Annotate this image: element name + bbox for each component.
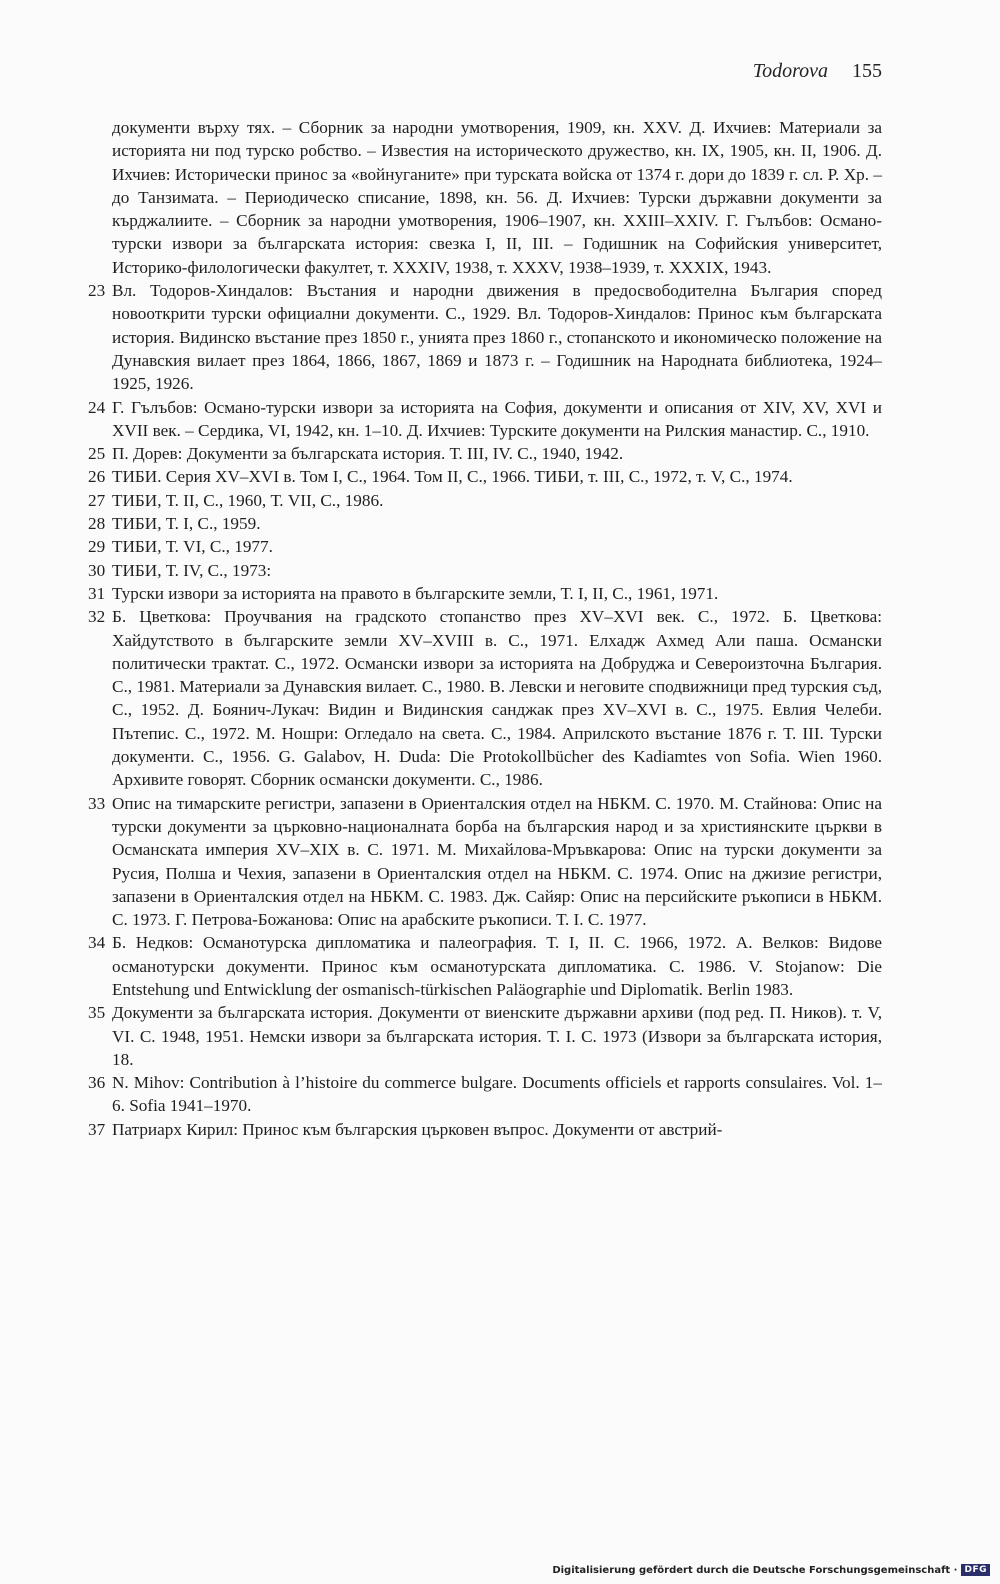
endnote-text: Вл. Тодоров-Хиндалов: Въстания и народни движения в предосвободителна България според новооткрити турски официални документи. С., 1929. Вл. Тодоров-Хиндалов: Принос към българската история. Видинско въстание през 1850 г., унията през 1860 г., стопанското и икономическо положение на Дунавския вилает през 1864, 1866, 1867, 1869 и 1873 г. – Годишник на Народната библиотека, 1924–1925, 1926. — [112, 281, 882, 394]
page-number: 155 — [852, 60, 882, 82]
endnote-text: Б. Недков: Османотурска дипломатика и палеография. Т. I, II. С. 1966, 1972. А. Велков: Видове османотурски документи. Принос към османотурската дипломатика. С. 1986. V. Stojanow: Die Entstehung und Entwicklung der osmanisch-türkischen Paläographie und Diplomatik. Berlin 1983. — [112, 933, 882, 999]
endnote-33 — [88, 792, 882, 932]
endnote-24 — [88, 396, 882, 443]
endnote-23 — [88, 279, 882, 395]
endnote-number: 34 — [88, 933, 106, 953]
endnote-text: Б. Цветкова: Проучвания на градското стопанство през XV–XVI век. С., 1972. Б. Цветкова: Хайдутството в българските земли XV–XVIII в. С., 1971. Елхадж Ахмед Али паша. Османски политически трактат. С., 1972. Османски извори за историята на Добруджа и Североизточна България. С., 1981. Материали за Дунавския вилает. С., 1980. В. Левски и неговите сподвижници пред турския съд, С., 1952. Д. Боянич-Лукач: Видин и Видинския санджак през XV–XVI в. С., 1975. Евлия Челеби. Пътепис. С., 1972. М. Ношри: Огледало на света. С., 1984. Априлското въстание 1876 г. Т. III. Турски документи. С., 1956. G. Galabov, H. Duda: Die Protokollbücher des Kadiamtes von Sofia. Wien 1960. Архивите говорят. Сборник османски документи. С., 1986. — [112, 607, 882, 790]
endnote-25 — [88, 442, 882, 465]
endnote-number: 27 — [88, 490, 106, 510]
endnote-number: 33 — [88, 793, 106, 813]
endnote-36 — [88, 1071, 882, 1118]
endnote-number: 28 — [88, 514, 106, 534]
digitization-footer — [552, 1564, 990, 1576]
endnote-34 — [88, 931, 882, 1001]
dfg-logo-icon: DFG — [961, 1564, 990, 1576]
endnote-26 — [88, 465, 882, 488]
endnote-text: Турски извори за историята на правото в българските земли, Т. I, II, С., 1961, 1971. — [112, 583, 719, 603]
running-header — [753, 60, 882, 83]
endnote-text: Опис на тимарските регистри, запазени в Ориенталския отдел на НБКМ. С. 1970. М. Стайнова: Опис на турски документи за църковно-националната борба на българския народ и за християнските църкви в Османската империя XV–XIX в. С. 1971. М. Михайлова-Мръвкарова: Опис на турски документи за Русия, Полша и Чехия, запазени в Ориенталския отдел на НБКМ. С. 1974. Опис на джизие регистри, запазени в Ориенталския отдел на НБКМ. С. 1983. Дж. Сайяр: Опис на персийските ръкописи в НБКМ. С. 1973. Г. Петрова-Божанова: Опис на арабските ръкописи. Т. I. С. 1977. — [112, 793, 882, 930]
endnote-number: 30 — [88, 560, 106, 580]
endnote-number: 29 — [88, 537, 106, 557]
endnote-37 — [88, 1118, 882, 1141]
endnote-text: ТИБИ, Т. IV, С., 1973: — [112, 560, 272, 580]
footer-text: Digitalisierung gefördert durch die Deutsche Forschungsgemeinschaft · — [552, 1564, 958, 1576]
endnote-35 — [88, 1001, 882, 1071]
endnote-28 — [88, 512, 882, 535]
endnote-text: ТИБИ, Т. VI, С., 1977. — [112, 537, 273, 557]
endnote-number: 32 — [88, 607, 106, 627]
endnote-29 — [88, 535, 882, 558]
endnote-text: ТИБИ, Т. II, С., 1960, Т. VII, С., 1986. — [112, 490, 384, 510]
endnote-31 — [88, 582, 882, 605]
endnote-number: 24 — [88, 397, 106, 417]
endnote-continued — [88, 116, 882, 279]
endnote-text: ТИБИ. Серия XV–XVI в. Том I, С., 1964. Том II, С., 1966. ТИБИ, т. III, С., 1972, т. V, С., 1974. — [112, 467, 793, 487]
endnote-number: 35 — [88, 1003, 106, 1023]
header-author: Todorova — [752, 60, 828, 82]
endnote-30 — [88, 559, 882, 582]
endnote-text: Патриарх Кирил: Принос към българския църковен въпрос. Документи от австрий- — [112, 1119, 723, 1139]
endnotes-list — [88, 116, 882, 1141]
endnote-number: 26 — [88, 467, 106, 487]
endnote-number: 23 — [88, 281, 106, 301]
endnote-text: ТИБИ, Т. I, С., 1959. — [112, 514, 261, 534]
endnote-text: Документи за българската история. Документи от виенските държавни архиви (под ред. П. Ников). т. V, VI. С. 1948, 1951. Немски извори за българската история. Т. I. С. 1973 (Извори за българската история, 18. — [112, 1003, 882, 1069]
endnote-number: 37 — [88, 1119, 106, 1139]
endnote-number: 25 — [88, 444, 106, 464]
endnote-text: документи върху тях. – Сборник за народни умотворения, 1909, кн. XXV. Д. Ихчиев: Материали за историята ни под турско робство. – Известия на историческото дружество, кн. IX, 1905, кн. II, 1906. Д. Ихчиев: Исторически принос за «войнуганите» при турската войска от 1374 г. дори до 1839 г. сл. Р. Хр. – до Танзимата. – Периодическо списание, 1898, кн. 56. Д. Ихчиев: Турски държавни документи за кърджалиите. – Сборник за народни умотворения, 1906–1907, кн. XXIII–XXIV. Г. Гълъбов: Османо-турски извори за българската история: свезка I, II, III. – Годишник на Софийския университет, Историко-филологически факултет, т. XXXIV, 1938, т. XXXV, 1938–1939, т. XXXIX, 1943. — [112, 118, 882, 277]
endnote-number: 36 — [88, 1073, 106, 1093]
endnote-text: Г. Гълъбов: Османо-турски извори за историята на София, документи и описания от XIV, XV, XVI и XVII век. – Сердика, VI, 1942, кн. 1–10. Д. Ихчиев: Турските документи на Рилския манастир. С., 1910. — [112, 397, 882, 440]
endnote-number: 31 — [88, 583, 106, 603]
endnote-text: N. Mihov: Contribution à l’histoire du commerce bulgare. Documents officiels et rapports consulaires. Vol. 1–6. Sofia 1941–1970. — [112, 1073, 882, 1116]
endnote-32 — [88, 605, 882, 791]
endnote-27 — [88, 489, 882, 512]
endnote-text: П. Дорев: Документи за българската история. Т. III, IV. С., 1940, 1942. — [112, 444, 624, 464]
